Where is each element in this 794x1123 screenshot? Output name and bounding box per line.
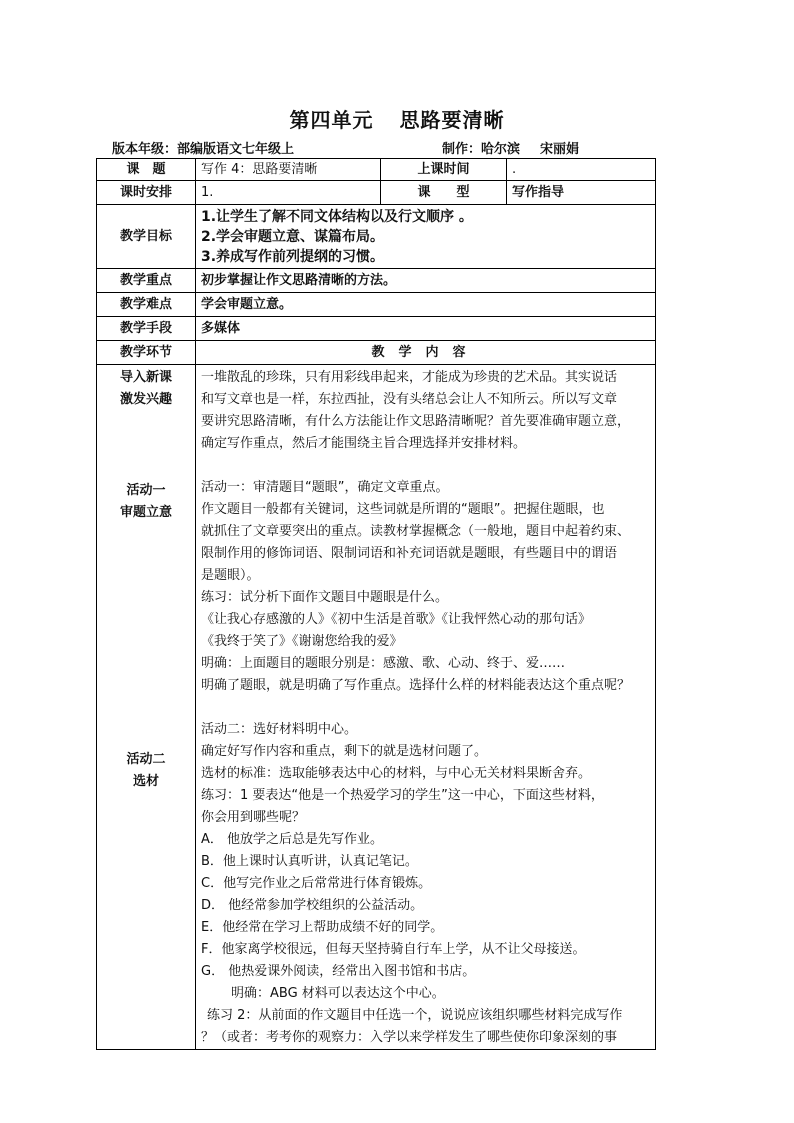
row-goals (97, 205, 656, 269)
content-line: 一堆散乱的珍珠，只有用彩线串起来，才能成为珍贵的艺术品。其实说话 (201, 370, 618, 385)
title-unit: 第四单元 (289, 108, 374, 132)
row-difficulty (97, 293, 656, 317)
content-line: 明确：上面题目的题眼分别是：感激、歌、心动、终于、爱…… (201, 656, 566, 671)
content-line: 确定好写作内容和重点，剩下的就是选材问题了。 (201, 744, 488, 759)
author-label: 制作：哈尔滨 (442, 142, 521, 157)
content-line: D． 他经常参加学校组织的公益活动。 (201, 898, 424, 913)
schedule-label: 课时安排 (97, 181, 196, 205)
goals-label: 教学目标 (97, 205, 196, 269)
process-label: 教学环节 (97, 341, 196, 365)
row-schedule (97, 181, 656, 205)
content-line: 和写文章也是一样，东拉西扯，没有头绪总会让人不知所云。所以写文章 (201, 392, 618, 407)
row-content (97, 365, 656, 1050)
difficulty-label: 教学难点 (97, 293, 196, 317)
page-title (0, 104, 794, 133)
schedule-value: 1. (196, 181, 381, 205)
title-topic: 思路要清晰 (399, 108, 505, 132)
content-line: A． 他放学之后总是先写作业。 (201, 832, 384, 847)
content-line: E．他经常在学习上帮助成绩不好的同学。 (201, 920, 444, 935)
class-time-value: . (507, 159, 656, 181)
content-line: 是题眼）。 (201, 568, 260, 583)
lesson-type-value: 写作指导 (507, 181, 656, 205)
content-line: 《我终于笑了》《谢谢您给我的爱》 (201, 634, 403, 649)
lesson-content (196, 365, 656, 1050)
content-line: 练习：1 要表达“他是一个热爱学习的学生”这一中心，下面这些材料， (201, 788, 604, 803)
row-process (97, 341, 656, 365)
content-line: 练习：试分析下面作文题目中题眼是什么。 (201, 590, 449, 605)
topic-label: 课 题 (97, 159, 196, 181)
means-label: 教学手段 (97, 317, 196, 341)
row-key-point (97, 269, 656, 293)
content-line: 你会用到哪些呢？ (201, 810, 306, 825)
content-spacer (201, 697, 651, 719)
content-line: 《让我心存感激的人》《初中生活是首歌》《让我怦然心动的那句话》 (201, 612, 592, 627)
topic-value: 写作 4：思路要清晰 (196, 159, 381, 181)
content-line: B．他上课时认真听讲，认真记笔记。 (201, 854, 418, 869)
section-activity2: 活动二 选材 (126, 752, 166, 789)
section-activity1: 活动一 审题立意 (119, 483, 172, 520)
goal-item: 3.养成写作前列提纲的习惯。 (201, 248, 385, 265)
content-line: 明确了题眼，就是明确了写作重点。选择什么样的材料能表达这个重点呢？ (201, 678, 631, 693)
content-line: 活动二：选好材料明中心。 (201, 722, 358, 737)
row-topic (97, 159, 656, 181)
lesson-plan-table (96, 158, 656, 1050)
content-line: F．他家离学校很远，但每天坚持骑自行车上学，从不让父母接送。 (201, 942, 586, 957)
content-line: 明确：ABG 材料可以表达这个中心。 (231, 986, 445, 1001)
content-line: 作文题目一般都有关键词，这些词就是所谓的“题眼”。把握住题眼，也 (201, 502, 605, 517)
content-line: ？（或者：考考你的观察力：入学以来学样发生了哪些使你印象深刻的事 (201, 1030, 618, 1045)
goals-list (196, 205, 656, 269)
author-name: 宋丽娟 (540, 142, 580, 157)
means-value: 多媒体 (196, 317, 656, 341)
difficulty-value: 学会审题立意。 (196, 293, 656, 317)
content-header: 教学内容 (196, 341, 656, 365)
content-line: C．他写完作业之后常常进行体育锻炼。 (201, 876, 432, 891)
content-line: G． 他热爱课外阅读，经常出入图书馆和书店。 (201, 964, 476, 979)
key-point-label: 教学重点 (97, 269, 196, 293)
goal-item: 2.学会审题立意、谋篇布局。 (201, 228, 385, 245)
content-spacer (201, 455, 651, 477)
content-line: 活动一：审清题目“题眼”，确定文章重点。 (201, 480, 449, 495)
class-time-label: 上课时间 (381, 159, 507, 181)
content-line: 选材的标准：选取能够表达中心的材料，与中心无关材料果断舍弃。 (201, 766, 592, 781)
section-labels (97, 365, 196, 1050)
author-info (442, 138, 579, 157)
key-point-value: 初步掌握让作文思路清晰的方法。 (196, 269, 656, 293)
content-line: 限制作用的修饰词语、限制词语和补充词语就是题眼，有些题目中的谓语 (201, 546, 618, 561)
row-means (97, 317, 656, 341)
lesson-type-label: 课 型 (381, 181, 507, 205)
content-line: 要讲究思路清晰，有什么方法能让作文思路清晰呢？首先要准确审题立意， (201, 414, 631, 429)
content-line: 练习 2：从前面的作文题目中任选一个，说说应该组织哪些材料完成写作 (207, 1008, 623, 1023)
content-line: 就抓住了文章要突出的重点。读教材掌握概念（一般地，题目中起着约束、 (201, 524, 631, 539)
content-line: 确定写作重点，然后才能围绕主旨合理选择并安排材料。 (201, 436, 527, 451)
section-intro: 导入新课 激发兴趣 (119, 370, 172, 407)
edition-grade: 版本年级：部编版语文七年级上 (112, 142, 295, 157)
goal-item: 1.让学生了解不同文体结构以及行文顺序 。 (201, 208, 473, 225)
